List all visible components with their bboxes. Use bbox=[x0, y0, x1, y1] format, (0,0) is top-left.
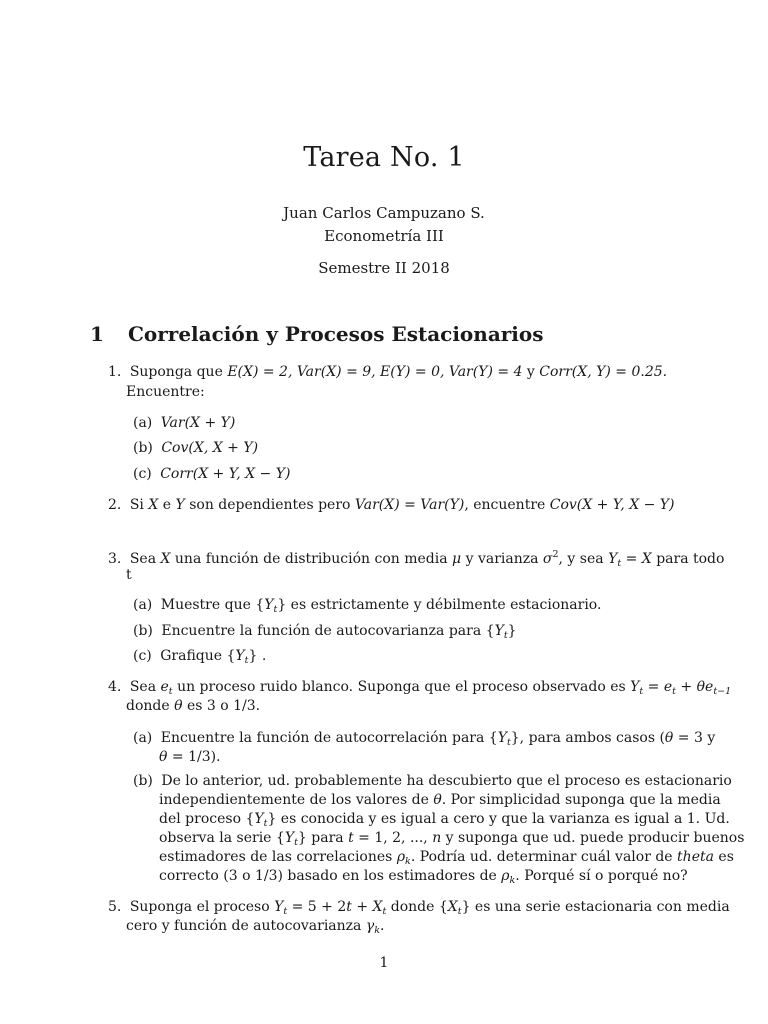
question-2 bbox=[108, 495, 675, 515]
text: estimadores de las correlaciones bbox=[159, 849, 397, 865]
item-label: (b) bbox=[133, 623, 153, 639]
math: ρ bbox=[501, 868, 510, 884]
text: } . bbox=[248, 648, 267, 664]
question-1-line-1 bbox=[108, 362, 667, 382]
subscript: t bbox=[283, 906, 288, 917]
math: σ bbox=[542, 551, 553, 567]
item-label: (a) bbox=[133, 415, 153, 431]
subscript: t bbox=[244, 655, 249, 666]
section-title: Correlación y Procesos Estacionarios bbox=[128, 322, 544, 346]
math: X bbox=[372, 899, 383, 915]
subscript: t bbox=[672, 686, 676, 697]
text: donde bbox=[126, 698, 175, 714]
question-number: 2. bbox=[108, 497, 122, 513]
question-4-line-2 bbox=[126, 696, 260, 716]
math: θ bbox=[159, 749, 168, 765]
text: del proceso { bbox=[159, 811, 255, 827]
text: Encuentre la función de autocovarianza para { bbox=[161, 623, 495, 639]
text: = bbox=[643, 679, 664, 695]
question-3a bbox=[133, 595, 601, 620]
question-number: 4. bbox=[108, 679, 122, 695]
text: Sea bbox=[129, 551, 161, 567]
text: . Porqué sí o porqué no? bbox=[515, 868, 688, 884]
math: θe bbox=[696, 679, 714, 695]
math: X bbox=[447, 899, 458, 915]
question-3-line-1 bbox=[108, 545, 724, 574]
math: e bbox=[663, 679, 673, 695]
item-label: (b) bbox=[133, 773, 153, 789]
math: X bbox=[641, 551, 652, 567]
text: . bbox=[379, 918, 385, 934]
text: cero y función de autocovarianza bbox=[126, 918, 366, 934]
text: son dependientes pero bbox=[184, 497, 355, 513]
text: } es una serie estacionaria con media bbox=[461, 899, 730, 915]
subscript: t bbox=[382, 906, 387, 917]
text: una función de distribución con media bbox=[170, 551, 453, 567]
math: θ bbox=[664, 730, 674, 746]
text: Sea bbox=[129, 679, 161, 695]
text: . Podría ud. determinar cuál valor de bbox=[410, 849, 678, 865]
text: es 3 o 1/3. bbox=[182, 698, 261, 714]
item-label: (a) bbox=[133, 597, 153, 613]
math: ρ bbox=[396, 849, 406, 865]
math: E(X) = 2, Var(X) = 9, E(Y) = 0, Var(Y) = 4 bbox=[227, 364, 523, 380]
item-label: (c) bbox=[133, 648, 152, 664]
math: Cov(X, X + Y) bbox=[161, 440, 259, 456]
text: observa la serie { bbox=[159, 830, 285, 846]
question-number: 5. bbox=[108, 899, 122, 915]
text: y varianza bbox=[461, 551, 543, 567]
text: } para bbox=[297, 830, 349, 846]
superscript: 2 bbox=[552, 549, 559, 560]
math: Y bbox=[175, 497, 185, 513]
text: independientemente de los valores de bbox=[159, 792, 434, 808]
subscript: t bbox=[294, 837, 298, 848]
text: = 1/3). bbox=[167, 749, 221, 765]
course-name: Econometría III bbox=[324, 227, 444, 245]
question-1a bbox=[133, 413, 235, 433]
text: Muestre que { bbox=[160, 597, 265, 613]
math: Y bbox=[254, 811, 264, 827]
text: y suponga que ud. puede producir buenos bbox=[441, 830, 745, 846]
text: , y sea bbox=[558, 551, 609, 567]
text: donde { bbox=[386, 899, 448, 915]
math: t bbox=[346, 899, 352, 915]
subscript: t bbox=[503, 630, 508, 641]
text: Encuentre la función de autocorrelación para { bbox=[160, 730, 498, 746]
question-1b bbox=[133, 438, 258, 458]
math: Cov(X + Y, X − Y) bbox=[549, 497, 675, 513]
math: t bbox=[348, 830, 354, 846]
math: Y bbox=[264, 597, 274, 613]
document-date: Semestre II 2018 bbox=[318, 259, 450, 277]
question-4b-line-6 bbox=[159, 866, 688, 891]
item-label: (c) bbox=[133, 466, 152, 482]
question-4b-line-1 bbox=[133, 771, 732, 791]
math: Var(X + Y) bbox=[160, 415, 236, 431]
math: n bbox=[432, 830, 442, 846]
question-4b-line-2 bbox=[159, 790, 721, 810]
question-1-line-2: Encuentre: bbox=[126, 384, 205, 400]
math: Y bbox=[494, 623, 504, 639]
text: De lo anterior, ud. probablemente ha descubierto que el proceso es estacionario bbox=[161, 773, 732, 789]
question-3b bbox=[133, 621, 517, 646]
text: Suponga el proceso bbox=[129, 899, 275, 915]
math: X bbox=[160, 551, 171, 567]
text: = bbox=[621, 551, 642, 567]
text: y bbox=[522, 364, 540, 380]
question-3-line-2: t bbox=[126, 567, 132, 583]
item-label: (a) bbox=[133, 730, 153, 746]
section-number: 1 bbox=[90, 322, 104, 346]
question-3c bbox=[133, 646, 266, 671]
text: }, para ambos casos ( bbox=[510, 730, 665, 746]
document-title: Tarea No. 1 bbox=[303, 142, 465, 173]
text: } es estrictamente y débilmente estacionario. bbox=[277, 597, 602, 613]
author-block bbox=[0, 202, 768, 248]
text: para todo bbox=[651, 551, 725, 567]
text: , encuentre bbox=[464, 497, 550, 513]
subscript: t bbox=[639, 686, 644, 697]
question-number: 1. bbox=[108, 364, 122, 380]
subscript: k bbox=[374, 925, 380, 936]
math: Var(X) = Var(Y) bbox=[354, 497, 465, 513]
subscript: t−1 bbox=[713, 686, 732, 697]
subscript: t bbox=[457, 906, 462, 917]
section-heading bbox=[90, 322, 544, 346]
math: μ bbox=[452, 551, 462, 567]
text: Suponga que bbox=[129, 364, 228, 380]
subscript: k bbox=[405, 856, 411, 867]
subscript: t bbox=[263, 818, 268, 829]
math: θ bbox=[433, 792, 442, 808]
math: Y bbox=[497, 730, 507, 746]
math: Y bbox=[630, 679, 640, 695]
math: Y bbox=[284, 830, 295, 846]
text: = 3 y bbox=[673, 730, 716, 746]
subscript: t bbox=[273, 604, 278, 615]
math: Y bbox=[235, 648, 245, 664]
math: θ bbox=[174, 698, 183, 714]
math: e bbox=[160, 679, 169, 695]
text: un proceso ruido blanco. Suponga que el proceso observado es bbox=[172, 679, 631, 695]
text: } es conocida y es igual a cero y que la varianza es igual a 1. Ud. bbox=[267, 811, 730, 827]
text: es bbox=[713, 849, 734, 865]
question-1c bbox=[133, 464, 290, 484]
text: = 5 + 2 bbox=[287, 899, 347, 915]
subscript: k bbox=[509, 875, 516, 886]
page-number: 1 bbox=[379, 955, 389, 971]
text: Grafique { bbox=[160, 648, 236, 664]
math: X bbox=[148, 497, 159, 513]
text: . Por simplicidad suponga que la media bbox=[441, 792, 721, 808]
question-4a-line-2 bbox=[159, 747, 221, 767]
math: theta bbox=[677, 849, 714, 865]
text: + bbox=[351, 899, 373, 915]
math: Corr(X, Y) = 0.25. bbox=[539, 364, 668, 380]
text: } bbox=[507, 623, 517, 639]
subscript: t bbox=[168, 686, 173, 697]
question-number: 3. bbox=[108, 551, 122, 567]
item-label: (b) bbox=[133, 440, 153, 456]
subscript: t bbox=[617, 558, 622, 569]
math: Y bbox=[274, 899, 284, 915]
text: e bbox=[158, 497, 176, 513]
math: γ bbox=[365, 918, 375, 934]
question-5-line-2 bbox=[126, 916, 384, 941]
text: correcto (3 o 1/3) basado en los estimadores de bbox=[159, 868, 502, 884]
math: Y bbox=[608, 551, 618, 567]
text: Si bbox=[129, 497, 149, 513]
subscript: t bbox=[506, 737, 511, 748]
math: Corr(X + Y, X − Y) bbox=[160, 466, 291, 482]
text: + bbox=[675, 679, 697, 695]
author-name: Juan Carlos Campuzano S. bbox=[283, 204, 485, 222]
text: = 1, 2, ..., bbox=[353, 830, 433, 846]
